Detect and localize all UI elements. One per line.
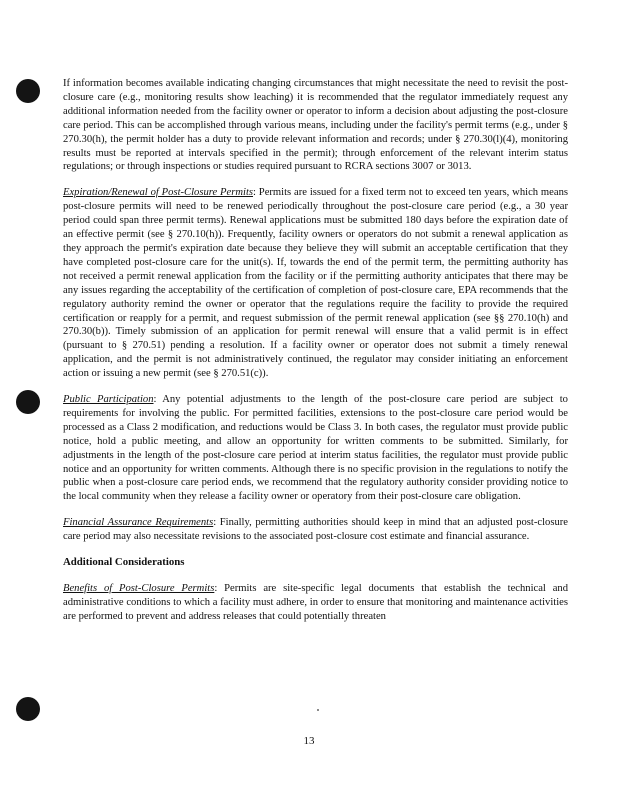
body-expiration-renewal: : Permits are issued for a fixed term not to exceed ten years, which means post-closure permits will need to be renewed periodically throughout the post-closure care period (e.g., a 30 year period could span three permit terms). Renewal applications must be submitted 180 days before the expiration date of an effective permit (see § 270.10(h)). Frequently, facility owners or operators do not submit a renewal application as they approach the permit's expiration date because they believe they will submit an acceptable certification that they have completed post-closure care for the unit(s). If, towards the end of the permit term, the permitting authority has not received a permit renewal application from the facility or if the permitting authority anticipates that there may be any issues regarding the acceptability of the certification of completion of post-closure care, EPA recommends that the regulatory authority remind the owner or operator that the regulations require the facility to provide the required certification or reapply for a permit, and request submission of the permit renewal application (see §§ 270.10(h) and 270.30(b)). Timely submission of an application for permit renewal will ensure that a valid permit is in effect (pursuant to § 270.51) pending a resolution. If a facility owner or operator does not submit a timely renewal application, and the permit is not administratively continued, the regulator may consider initiating an enforcement action or issuing a new permit (see § 270.51(c)). bbox=[63, 187, 568, 380]
punch-hole-bottom bbox=[16, 697, 40, 721]
page-number: 13 bbox=[303, 735, 315, 747]
paragraph-public-participation bbox=[63, 393, 568, 504]
paragraph-expiration-renewal bbox=[63, 186, 568, 381]
lead-expiration-renewal: Expiration/Renewal of Post-Closure Permits bbox=[63, 187, 254, 199]
lead-benefits: Benefits of Post-Closure Permits bbox=[63, 583, 215, 594]
page-body bbox=[63, 77, 568, 636]
body-financial-assurance: : Finally, permitting authorities should keep in mind that an adjusted post-closure care period may also necessitate revisions to the associated post-closure cost estimate and financial assurance. bbox=[63, 517, 568, 543]
paragraph-benefits bbox=[63, 582, 568, 624]
punch-hole-middle bbox=[16, 390, 40, 414]
section-heading: Additional Considerations bbox=[63, 556, 185, 569]
paragraph-financial-assurance bbox=[63, 516, 568, 544]
body-public-participation: : Any potential adjustments to the length of the post-closure care period are subject to requirements for involving the public. For permitted facilities, extensions to the post-closure care period would be processed as a Class 2 modification, and reductions would be Class 3. In both cases, the regulator must provide public notice, hold a public meeting, and allow an opportunity for written comments to be submitted. Similarly, for adjustments in the length of the post-closure care period at interim status facilities, the regulator must provide public notice and an opportunity for written comments. Although there is no specific provision in the regulations to notify the public when a post-closure care period ends, we recommend that the regulatory authority consider providing notice to the local community when they release a facility owner or operatory from their post-closure care obligation. bbox=[63, 394, 568, 503]
punch-hole-top bbox=[16, 79, 40, 103]
body-benefits: : Permits are site-specific legal documents that establish the technical and administrative conditions to which a facility must adhere, in order to ensure that monitoring and maintenance activities are performed to prevent and address releases that could potentially threaten bbox=[63, 583, 568, 622]
paragraph-post-closure-info: If information becomes available indicating changing circumstances that might necessitate the need to revisit the post-closure care (e.g., monitoring results show leaching) it is recommended that the regulator immediately request any additional information needed from the facility owner or operator to inform a decision about adjusting the post-closure care period. This can be accomplished through various means, including under the facility's permit terms (e.g., under § 270.30(h), the permit holder has a duty to provide relevant information and records; under § 270.30(l)(4), monitoring results must be reported at intervals specified in the permit); through enforcement of the relevant interim status regulations; or through inspections or studies required pursuant to RCRA sections 3007 or 3013. bbox=[63, 78, 568, 173]
lead-public-participation: Public Participation bbox=[63, 394, 154, 406]
speck-mark bbox=[317, 709, 319, 711]
lead-financial-assurance: Financial Assurance Requirements bbox=[63, 517, 214, 529]
